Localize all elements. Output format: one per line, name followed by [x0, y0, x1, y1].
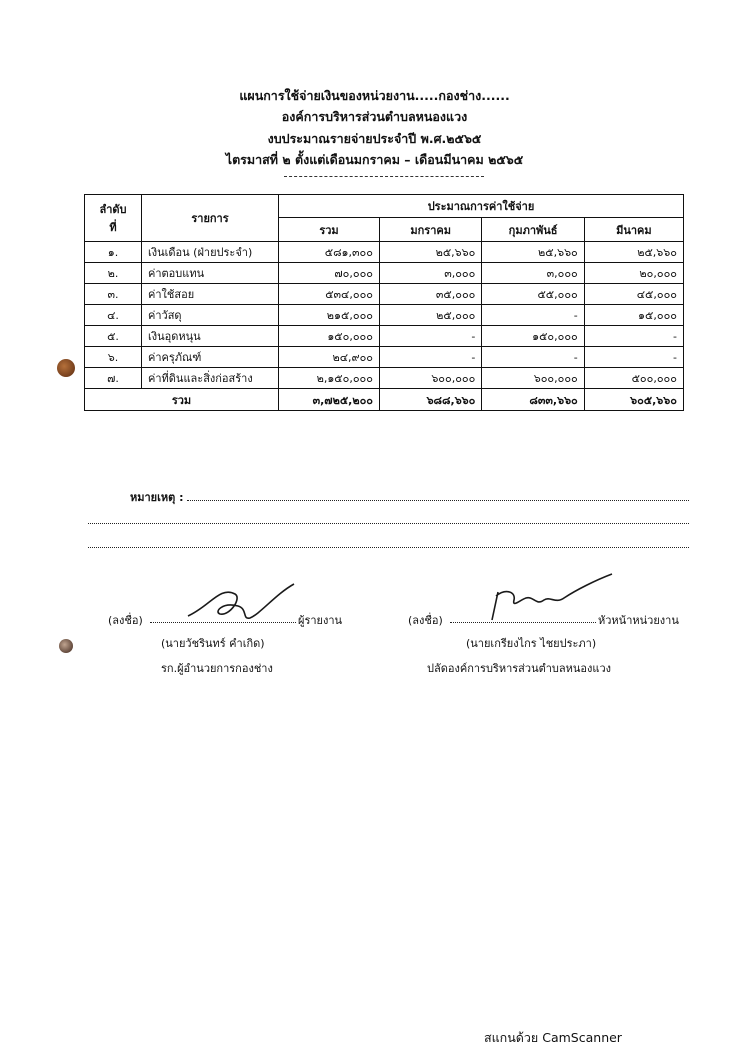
row-no: ๖.	[85, 347, 142, 368]
table-row	[85, 242, 684, 263]
row-item: ค่าครุภัณฑ์	[142, 347, 279, 368]
left-signature	[180, 576, 300, 626]
right-sign-name: (นายเกรียงไกร ไชยประภา)	[466, 637, 597, 650]
sum-label: รวม	[85, 389, 279, 411]
note-line-2	[88, 523, 689, 524]
row-jan: ๒๕,๖๖๐	[380, 242, 482, 263]
row-item: ค่าตอบแทน	[142, 263, 279, 284]
table-row	[85, 263, 684, 284]
row-feb: ๒๕,๖๖๐	[482, 242, 584, 263]
punch-hole-icon	[59, 639, 73, 653]
row-jan: ๖๐๐,๐๐๐	[380, 368, 482, 389]
table-header-row	[85, 195, 684, 218]
row-item: ค่าที่ดินและสิ่งก่อสร้าง	[142, 368, 279, 389]
scanner-watermark: สแกนด้วย CamScanner	[484, 1030, 622, 1045]
left-sign-position: รก.ผู้อำนวยการกองช่าง	[161, 662, 273, 675]
row-feb: ๓,๐๐๐	[482, 263, 584, 284]
header-item: รายการ	[142, 195, 279, 242]
plan-title: แผนการใช้จ่ายเงินของหน่วยงาน.....กองช่าง......	[239, 88, 510, 103]
row-jan: ๓,๐๐๐	[380, 263, 482, 284]
left-sign-prefix: (ลงชื่อ)	[108, 614, 143, 627]
row-jan: ๓๕,๐๐๐	[380, 284, 482, 305]
quarter-period: ไตรมาสที่ ๒ ตั้งแต่เดือนมกราคม – เดือนมีนาคม ๒๕๖๕	[225, 152, 524, 167]
row-total: ๒,๑๕๐,๐๐๐	[279, 368, 380, 389]
note-line-1	[187, 500, 689, 501]
row-feb: ๕๕,๐๐๐	[482, 284, 584, 305]
title-underline	[284, 176, 484, 177]
table-row	[85, 284, 684, 305]
header-month-feb: กุมภาพันธ์	[482, 218, 584, 242]
row-jan: ๒๕,๐๐๐	[380, 305, 482, 326]
table-row	[85, 326, 684, 347]
left-sign-role: ผู้รายงาน	[298, 614, 343, 627]
header-estimate: ประมาณการค่าใช้จ่าย	[279, 195, 684, 218]
row-no: ๓.	[85, 284, 142, 305]
sum-feb: ๘๓๓,๖๖๐	[482, 389, 584, 411]
right-sign-position: ปลัดองค์การบริหารส่วนตำบลหนองแวง	[427, 662, 612, 675]
row-mar: ๕๐๐,๐๐๐	[584, 368, 683, 389]
row-no: ๑.	[85, 242, 142, 263]
row-jan: -	[380, 347, 482, 368]
row-feb: -	[482, 347, 584, 368]
sum-total: ๓,๗๒๕,๒๐๐	[279, 389, 380, 411]
row-feb: -	[482, 305, 584, 326]
row-total: ๒๑๕,๐๐๐	[279, 305, 380, 326]
table-row	[85, 347, 684, 368]
row-no: ๒.	[85, 263, 142, 284]
table-row	[85, 368, 684, 389]
row-item: ค่าวัสดุ	[142, 305, 279, 326]
row-total: ๕๘๑,๓๐๐	[279, 242, 380, 263]
row-total: ๑๕๐,๐๐๐	[279, 326, 380, 347]
right-sign-prefix: (ลงชื่อ)	[408, 614, 443, 627]
row-mar: -	[584, 347, 683, 368]
row-no: ๔.	[85, 305, 142, 326]
row-item: ค่าใช้สอย	[142, 284, 279, 305]
row-total: ๗๐,๐๐๐	[279, 263, 380, 284]
row-no: ๕.	[85, 326, 142, 347]
row-feb: ๑๕๐,๐๐๐	[482, 326, 584, 347]
budget-year: งบประมาณรายจ่ายประจำปี พ.ศ.๒๕๖๕	[267, 131, 482, 146]
row-mar: ๑๕,๐๐๐	[584, 305, 683, 326]
header-month-jan: มกราคม	[380, 218, 482, 242]
row-item: เงินเดือน (ฝ่ายประจำ)	[142, 242, 279, 263]
budget-table	[84, 194, 684, 411]
note-label: หมายเหตุ :	[130, 491, 184, 504]
row-total: ๕๓๔,๐๐๐	[279, 284, 380, 305]
left-sign-name: (นายวัชรินทร์ คำเกิด)	[161, 637, 265, 650]
header-no-line2: ที่	[109, 221, 117, 234]
organization-name: องค์การบริหารส่วนตำบลหนองแวง	[281, 109, 468, 124]
row-total: ๒๔,๙๐๐	[279, 347, 380, 368]
sum-jan: ๖๘๘,๖๖๐	[380, 389, 482, 411]
row-no: ๗.	[85, 368, 142, 389]
header-total: รวม	[279, 218, 380, 242]
right-signature	[486, 570, 616, 625]
note-line-3	[88, 547, 689, 548]
right-sign-role: หัวหน้าหน่วยงาน	[598, 614, 679, 627]
table-total-row	[85, 389, 684, 411]
row-mar: ๒๕,๖๖๐	[584, 242, 683, 263]
header-month-mar: มีนาคม	[584, 218, 683, 242]
row-mar: ๒๐,๐๐๐	[584, 263, 683, 284]
row-feb: ๖๐๐,๐๐๐	[482, 368, 584, 389]
row-item: เงินอุดหนุน	[142, 326, 279, 347]
header-no-line1: ลำดับ	[99, 203, 127, 216]
punch-hole-icon	[57, 359, 75, 377]
row-jan: -	[380, 326, 482, 347]
row-mar: ๔๕,๐๐๐	[584, 284, 683, 305]
header-no	[85, 195, 142, 242]
sum-mar: ๖๐๕,๖๖๐	[584, 389, 683, 411]
row-mar: -	[584, 326, 683, 347]
table-row	[85, 305, 684, 326]
